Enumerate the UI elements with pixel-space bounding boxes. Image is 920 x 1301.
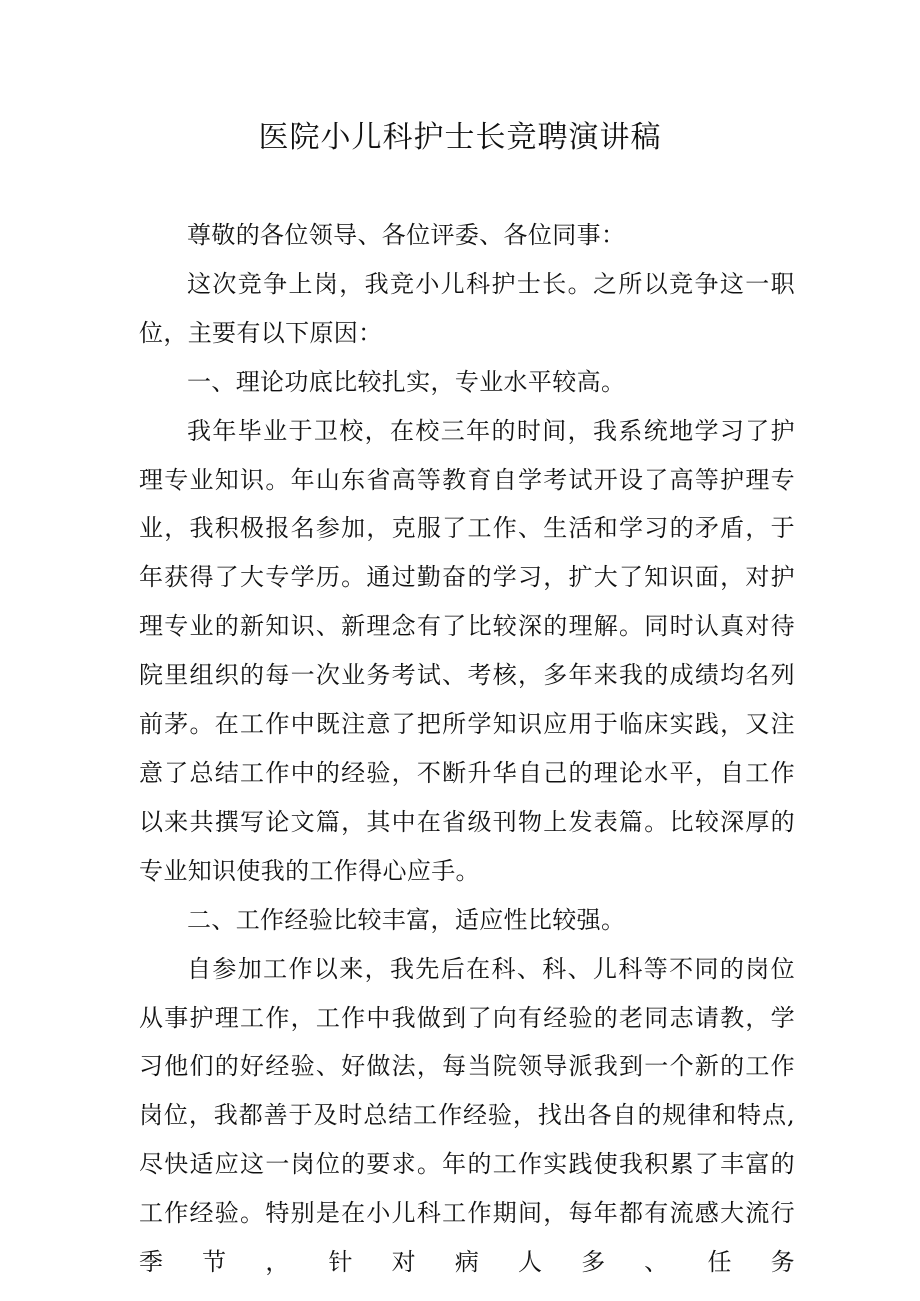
section-heading-1: 一、理论功底比较扎实，专业水平较高。: [187, 367, 626, 396]
section-heading-2: 二、工作经验比较丰富，适应性比较强。: [187, 905, 626, 934]
intro-paragraph: 这次竞争上岗，我竞小儿科护士长。之所以竞争这一职位，主要有以下原因：: [139, 269, 795, 347]
document-body: [139, 211, 795, 1287]
body-paragraph-2: 自参加工作以来，我先后在科、科、儿科等不同的岗位从事护理工作，工作中我做到了向有经验的老同志请教，学习他们的好经验、好做法，每当院领导派我到一个新的工作岗位，我都善于及时总结工作经验，找出各自的规律和特点,尽快适应这一岗位的要求。年的工作实践使我积累了丰富的工作经验。特别是在小儿科工作期间，每年都有流感大流行季节，针对病人多、任务: [139, 954, 795, 1277]
document-title: 医院小儿科护士长竞聘演讲稿: [258, 120, 662, 155]
salutation-paragraph: 尊敬的各位领导、各位评委、各位同事：: [187, 221, 626, 249]
body-paragraph-1: 我年毕业于卫校，在校三年的时间，我系统地学习了护理专业知识。年山东省高等教育自学考试开设了高等护理专业，我积极报名参加，克服了工作、生活和学习的矛盾，于年获得了大专学历。通过勤奋的学习，扩大了知识面，对护理专业的新知识、新理念有了比较深的理解。同时认真对待院里组织的每一次业务考试、考核，多年来我的成绩均名列前茅。在工作中既注意了把所学知识应用于临床实践，又注意了总结工作中的经验，不断升华自己的理论水平，自工作以来共撰写论文篇，其中在省级刊物上发表篇。比较深厚的专业知识使我的工作得心应手。: [139, 416, 795, 885]
